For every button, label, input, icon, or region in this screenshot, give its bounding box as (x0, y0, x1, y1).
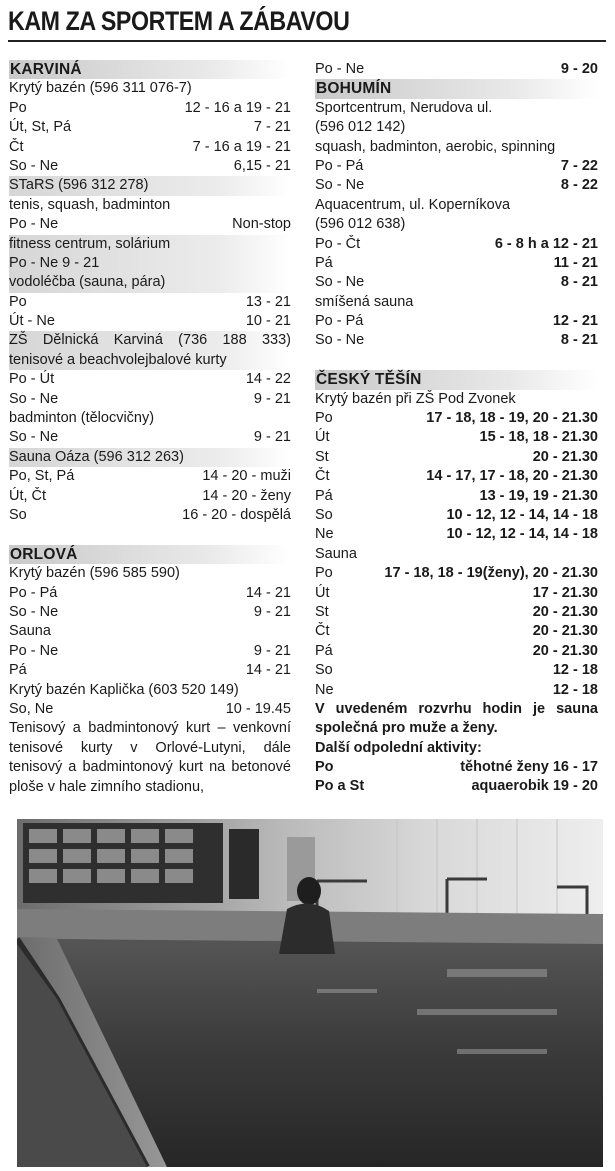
schedule-row (9, 118, 291, 137)
schedule-row (9, 428, 291, 447)
day-label: Čt (9, 138, 24, 155)
hours-value: 8 - 21 (560, 274, 598, 291)
hours-value: 14 - 21 (245, 662, 291, 679)
hours-value: 13 - 21 (245, 293, 291, 310)
schedule-row (9, 506, 291, 525)
day-label: So (315, 506, 333, 523)
venue-line: Sauna Oáza (596 312 263) (9, 448, 291, 467)
schedule-row (315, 60, 598, 79)
day-label: So (9, 507, 27, 524)
day-label: Po a St (315, 778, 365, 795)
hours-value: 12 - 18 (552, 681, 598, 698)
left-column (9, 60, 291, 797)
day-label: So, Ne (9, 700, 54, 717)
hours-value: 13 - 19, 19 - 21.30 (479, 487, 598, 504)
indoor-pool-photo (17, 819, 603, 1167)
day-label: St (315, 603, 329, 620)
day-label: Út (315, 584, 330, 601)
hours-value: aquaerobik 19 - 20 (471, 778, 598, 795)
schedule-row (315, 564, 598, 583)
hours-value: 7 - 21 (253, 119, 291, 136)
day-label: So - Ne (315, 274, 365, 291)
schedule-row (9, 661, 291, 680)
schedule-row (315, 467, 598, 486)
day-label: Út (315, 429, 330, 446)
venue-line: Tenisový a badmintonový kurt – venkovní tenisové kurty v Orlové-Lutyni, dále tenisový a badmintonový kurt na betonové ploše v hale zimního stadionu, (9, 720, 291, 795)
schedule-row (315, 448, 598, 467)
hours-value: 20 - 21.30 (532, 603, 598, 620)
day-label: Po - Pá (315, 313, 364, 330)
hours-value: 14 - 21 (245, 584, 291, 601)
day-label: So - Ne (9, 390, 59, 407)
day-label: Po - Ne (315, 61, 365, 77)
schedule-row (315, 157, 598, 176)
hours-value: 6,15 - 21 (233, 157, 291, 174)
venue-line: Aquacentrum, ul. Koperníkova (315, 196, 511, 213)
day-label: So (315, 662, 333, 679)
venue-line: Krytý bazén (596 585 590) (9, 565, 180, 582)
day-label: Pá (315, 487, 333, 504)
hours-value: 7 - 22 (560, 157, 598, 174)
day-label: Čt (315, 623, 330, 640)
hours-value: 10 - 19.45 (225, 700, 291, 717)
day-label: Po (315, 759, 334, 776)
right-column (315, 60, 598, 797)
venue-line: badminton (tělocvičny) (9, 410, 155, 427)
venue-line: Krytý bazén Kaplička (603 520 149) (9, 681, 239, 698)
schedule-row (315, 235, 598, 254)
day-label: So - Ne (9, 429, 59, 446)
venue-line: Další odpolední aktivity: (315, 739, 482, 756)
venue-line: V uvedeném rozvrhu hodin je sauna společná pro muže a ženy. (315, 700, 598, 737)
day-label: Po - Ne (9, 216, 59, 233)
schedule-row (315, 525, 598, 544)
day-label: Pá (315, 642, 333, 659)
day-label: Pá (9, 662, 27, 679)
hours-value: 16 - 20 - dospělá (182, 507, 291, 524)
schedule-row (9, 215, 291, 234)
venue-line: Krytý bazén (596 311 076-7) (9, 80, 192, 97)
schedule-row (315, 506, 598, 525)
day-label: Po - Út (9, 371, 55, 388)
hours-value: 17 - 21.30 (532, 584, 598, 601)
schedule-row (315, 584, 598, 603)
day-label: Út, Čt (9, 487, 47, 504)
schedule-row (9, 99, 291, 118)
venue-line: vodoléčba (sauna, pára) (9, 273, 291, 292)
section-heading: ČESKÝ TĚŠÍN (315, 370, 598, 389)
section-heading: KARVINÁ (9, 60, 291, 79)
venue-line: Krytý bazén při ZŠ Pod Zvonek (315, 390, 516, 407)
schedule-row (9, 603, 291, 622)
venue-line: smíšená sauna (315, 293, 414, 310)
schedule-row (9, 700, 291, 719)
hours-value: 9 - 21 (253, 390, 291, 407)
hours-value: Non-stop (232, 216, 291, 233)
schedule-row (315, 661, 598, 680)
hours-value: 9 - 21 (253, 603, 291, 620)
schedule-row (9, 390, 291, 409)
hours-value: 10 - 12, 12 - 14, 14 - 18 (446, 526, 598, 543)
headline: KAM ZA SPORTEM A ZÁBAVOU (8, 6, 350, 36)
day-label: Po (315, 565, 333, 582)
schedule-row (9, 370, 291, 389)
schedule-row (315, 331, 598, 350)
venue-line: tenis, squash, badminton (9, 196, 171, 213)
schedule-row (315, 409, 598, 428)
schedule-row (9, 487, 291, 506)
hours-value: 9 - 20 (560, 61, 598, 77)
venue-line: ZŠ Dělnická Karviná (736 188 333) tenisové a beachvolejbalové kurty (9, 331, 291, 370)
hours-value: 8 - 21 (560, 332, 598, 349)
hours-value: 10 - 21 (245, 313, 291, 330)
hours-value: 11 - 21 (553, 254, 598, 271)
day-label: Po - Pá (315, 157, 364, 174)
venue-line: fitness centrum, solárium (9, 235, 291, 254)
hours-value: 14 - 17, 17 - 18, 20 - 21.30 (426, 468, 598, 485)
day-label: Út - Ne (9, 313, 55, 330)
hours-value: 17 - 18, 18 - 19, 20 - 21.30 (426, 410, 598, 427)
hours-value: 12 - 16 a 19 - 21 (184, 99, 291, 116)
schedule-row (315, 176, 598, 195)
schedule-row (315, 487, 598, 506)
venue-line: Sauna (9, 623, 51, 640)
hours-value: 6 - 8 h a 12 - 21 (494, 235, 598, 252)
schedule-row (315, 681, 598, 700)
day-label: Po (315, 410, 333, 427)
hours-value: 20 - 21.30 (532, 623, 598, 640)
day-label: Po, St, Pá (9, 468, 75, 485)
schedule-row (9, 642, 291, 661)
venue-line: (596 012 638) (315, 216, 406, 233)
hours-value: 20 - 21.30 (532, 642, 598, 659)
hours-value: 15 - 18, 18 - 21.30 (479, 429, 598, 446)
schedule-row (9, 138, 291, 157)
day-label: Po (9, 293, 27, 310)
venue-line: squash, badminton, aerobic, spinning (315, 138, 556, 155)
hours-value: 14 - 20 - muži (202, 468, 291, 485)
venue-line: Po - Ne 9 - 21 (9, 254, 291, 273)
hours-value: 10 - 12, 12 - 14, 14 - 18 (446, 506, 598, 523)
day-label: Čt (315, 468, 330, 485)
venue-line: STaRS (596 312 278) (9, 176, 291, 195)
day-label: Út, St, Pá (9, 119, 72, 136)
schedule-row (315, 254, 598, 273)
hours-value: 12 - 21 (552, 313, 598, 330)
day-label: So - Ne (9, 603, 59, 620)
spacer (9, 525, 291, 544)
hours-value: 20 - 21.30 (532, 448, 598, 465)
hours-value: 17 - 18, 18 - 19(ženy), 20 - 21.30 (384, 565, 598, 582)
hours-value: 12 - 18 (552, 662, 598, 679)
day-label: So - Ne (315, 332, 365, 349)
section-heading: BOHUMÍN (315, 79, 598, 98)
schedule-row (315, 758, 598, 777)
hours-value: 9 - 21 (253, 642, 291, 659)
schedule-row (9, 312, 291, 331)
hours-value: 8 - 22 (560, 177, 598, 194)
headline-rule (8, 40, 606, 42)
section-heading: ORLOVÁ (9, 545, 291, 564)
schedule-row (9, 157, 291, 176)
hours-value: 7 - 16 a 19 - 21 (192, 138, 291, 155)
day-label: Po (9, 99, 27, 116)
hours-value: 9 - 21 (253, 429, 291, 446)
day-label: St (315, 448, 329, 465)
schedule-row (9, 584, 291, 603)
day-label: Po - Čt (315, 235, 361, 252)
schedule-row (315, 777, 598, 796)
schedule-row (9, 467, 291, 486)
venue-line: Sportcentrum, Nerudova ul. (315, 99, 493, 116)
schedule-row (315, 642, 598, 661)
day-label: Ne (315, 681, 334, 698)
day-label: Ne (315, 526, 334, 543)
day-label: Po - Ne (9, 642, 59, 659)
hours-value: 14 - 20 - ženy (202, 487, 291, 504)
schedule-row (315, 312, 598, 331)
schedule-row (315, 622, 598, 641)
schedule-row (315, 273, 598, 292)
day-label: Po - Pá (9, 584, 58, 601)
venue-line: Sauna (315, 545, 357, 562)
spacer (315, 351, 598, 370)
venue-line: (596 012 142) (315, 119, 406, 136)
day-label: So - Ne (9, 157, 59, 174)
day-label: Pá (315, 254, 333, 271)
hours-value: těhotné ženy 16 - 17 (460, 759, 598, 776)
hours-value: 14 - 22 (245, 371, 291, 388)
schedule-row (315, 603, 598, 622)
schedule-row (9, 293, 291, 312)
schedule-row (315, 428, 598, 447)
day-label: So - Ne (315, 177, 365, 194)
